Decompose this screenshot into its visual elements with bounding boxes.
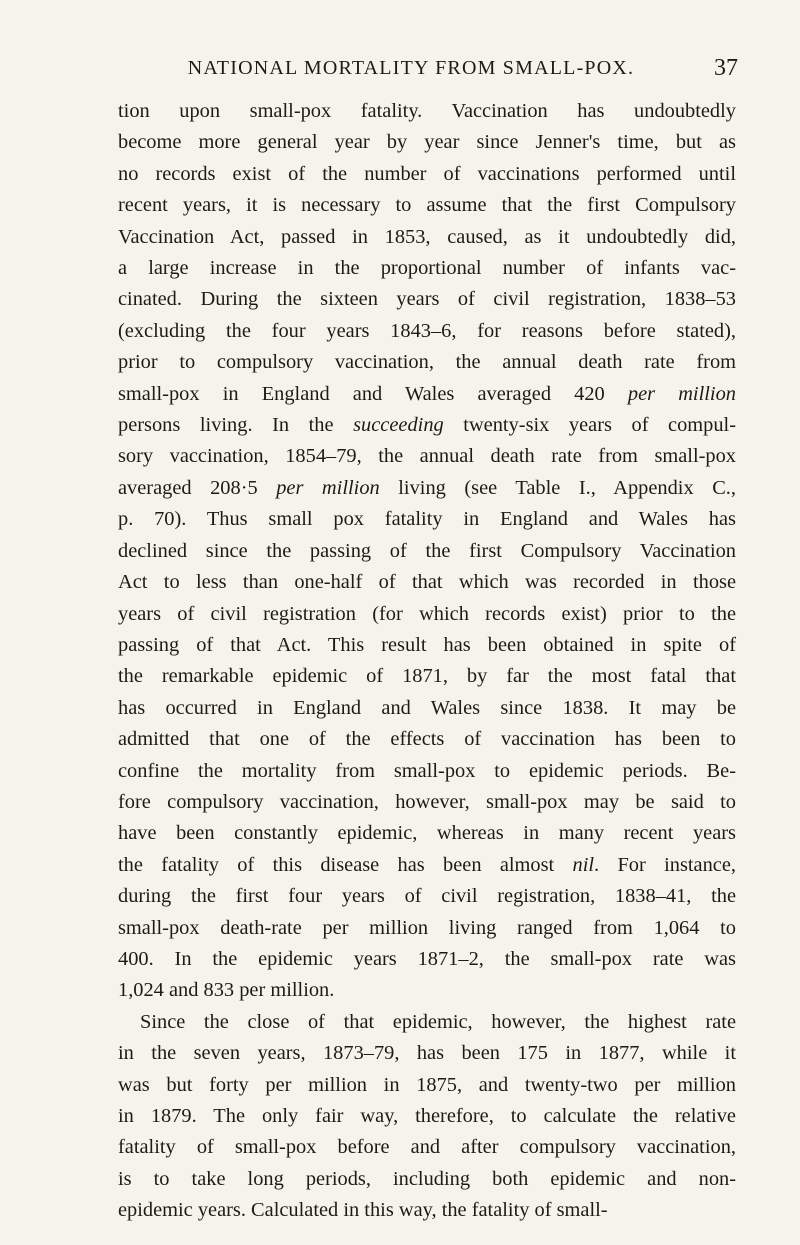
text-line: Act to less than one-half of that which was recorded in those xyxy=(118,571,736,594)
text-line: admitted that one of the effects of vaccination has been to xyxy=(118,728,736,751)
paragraph xyxy=(118,1007,736,1227)
text-line: has occurred in England and Wales since 1838. It may be xyxy=(118,696,736,719)
text-line: during the first four years of civil registration, 1838–41, the xyxy=(118,885,736,908)
running-head xyxy=(120,54,738,82)
text-line: in 1879. The only fair way, therefore, to calculate the relative xyxy=(118,1105,736,1127)
body-text xyxy=(118,96,736,1227)
text-line: Vaccination Act, passed in 1853, caused, as it undoubtedly did, xyxy=(118,225,736,248)
text-line: the fatality of this disease has been almost nil. For instance, xyxy=(118,853,736,876)
text-line: is to take long periods, including both epidemic and non- xyxy=(118,1167,736,1190)
italic-text: nil xyxy=(572,853,595,876)
text-line: years of civil registration (for which records exist) prior to the xyxy=(118,602,736,625)
text-line: averaged 208·5 per million living (see Table I., Appendix C., xyxy=(118,476,736,499)
italic-text: succeeding xyxy=(353,414,444,437)
text-line: epidemic years. Calculated in this way, the fatality of small- xyxy=(118,1199,608,1222)
text-line: declined since the passing of the first Compulsory Vaccination xyxy=(118,539,736,562)
text-line: in the seven years, 1873–79, has been 175 in 1877, while it xyxy=(118,1042,736,1065)
text-line: small-pox death-rate per million living ranged from 1,064 to xyxy=(118,916,736,939)
text-line: Since the close of that epidemic, however, the highest rate xyxy=(140,1010,736,1033)
text-line: sory vaccination, 1854–79, the annual death rate from small-pox xyxy=(118,445,736,468)
text-line: the remarkable epidemic of 1871, by far the most fatal that xyxy=(118,665,736,688)
text-line: small-pox in England and Wales averaged 420 per million xyxy=(118,382,736,405)
text-line: p. 70). Thus small pox fatality in England and Wales has xyxy=(118,508,736,531)
text-line: was but forty per million in 1875, and twenty-two per million xyxy=(118,1073,736,1096)
running-title: NATIONAL MORTALITY FROM SMALL-POX. xyxy=(187,56,635,79)
text-line: prior to compulsory vaccination, the annual death rate from xyxy=(118,351,736,374)
text-line: no records exist of the number of vaccinations performed until xyxy=(118,162,736,185)
text-line: 1,024 and 833 per million. xyxy=(118,979,335,1002)
text-line: a large increase in the proportional number of infants vac- xyxy=(118,257,736,280)
text-line: have been constantly epidemic, whereas in many recent years xyxy=(118,822,736,845)
text-line: cinated. During the sixteen years of civil registration, 1838–53 xyxy=(118,288,736,311)
text-line: recent years, it is necessary to assume that the first Compulsory xyxy=(118,194,736,217)
text-line: confine the mortality from small-pox to epidemic periods. Be- xyxy=(118,759,736,782)
italic-text: per million xyxy=(627,382,736,405)
paragraph xyxy=(118,96,736,1007)
text-line: persons living. In the succeeding twenty-six years of compul- xyxy=(118,414,737,437)
text-line: (excluding the four years 1843–6, for reasons before stated), xyxy=(118,319,736,342)
text-line: become more general year by year since Jenner's time, but as xyxy=(118,131,736,154)
text-line: fore compulsory vaccination, however, small-pox may be said to xyxy=(118,790,736,813)
page-number: 37 xyxy=(714,54,738,81)
text-line: fatality of small-pox before and after compulsory vaccination, xyxy=(118,1136,736,1159)
text-line: tion upon small-pox fatality. Vaccination has undoubtedly xyxy=(118,100,736,122)
italic-text: per million xyxy=(276,476,380,499)
text-line: passing of that Act. This result has been obtained in spite of xyxy=(118,633,736,656)
text-line: 400. In the epidemic years 1871–2, the small-pox rate was xyxy=(118,947,736,970)
